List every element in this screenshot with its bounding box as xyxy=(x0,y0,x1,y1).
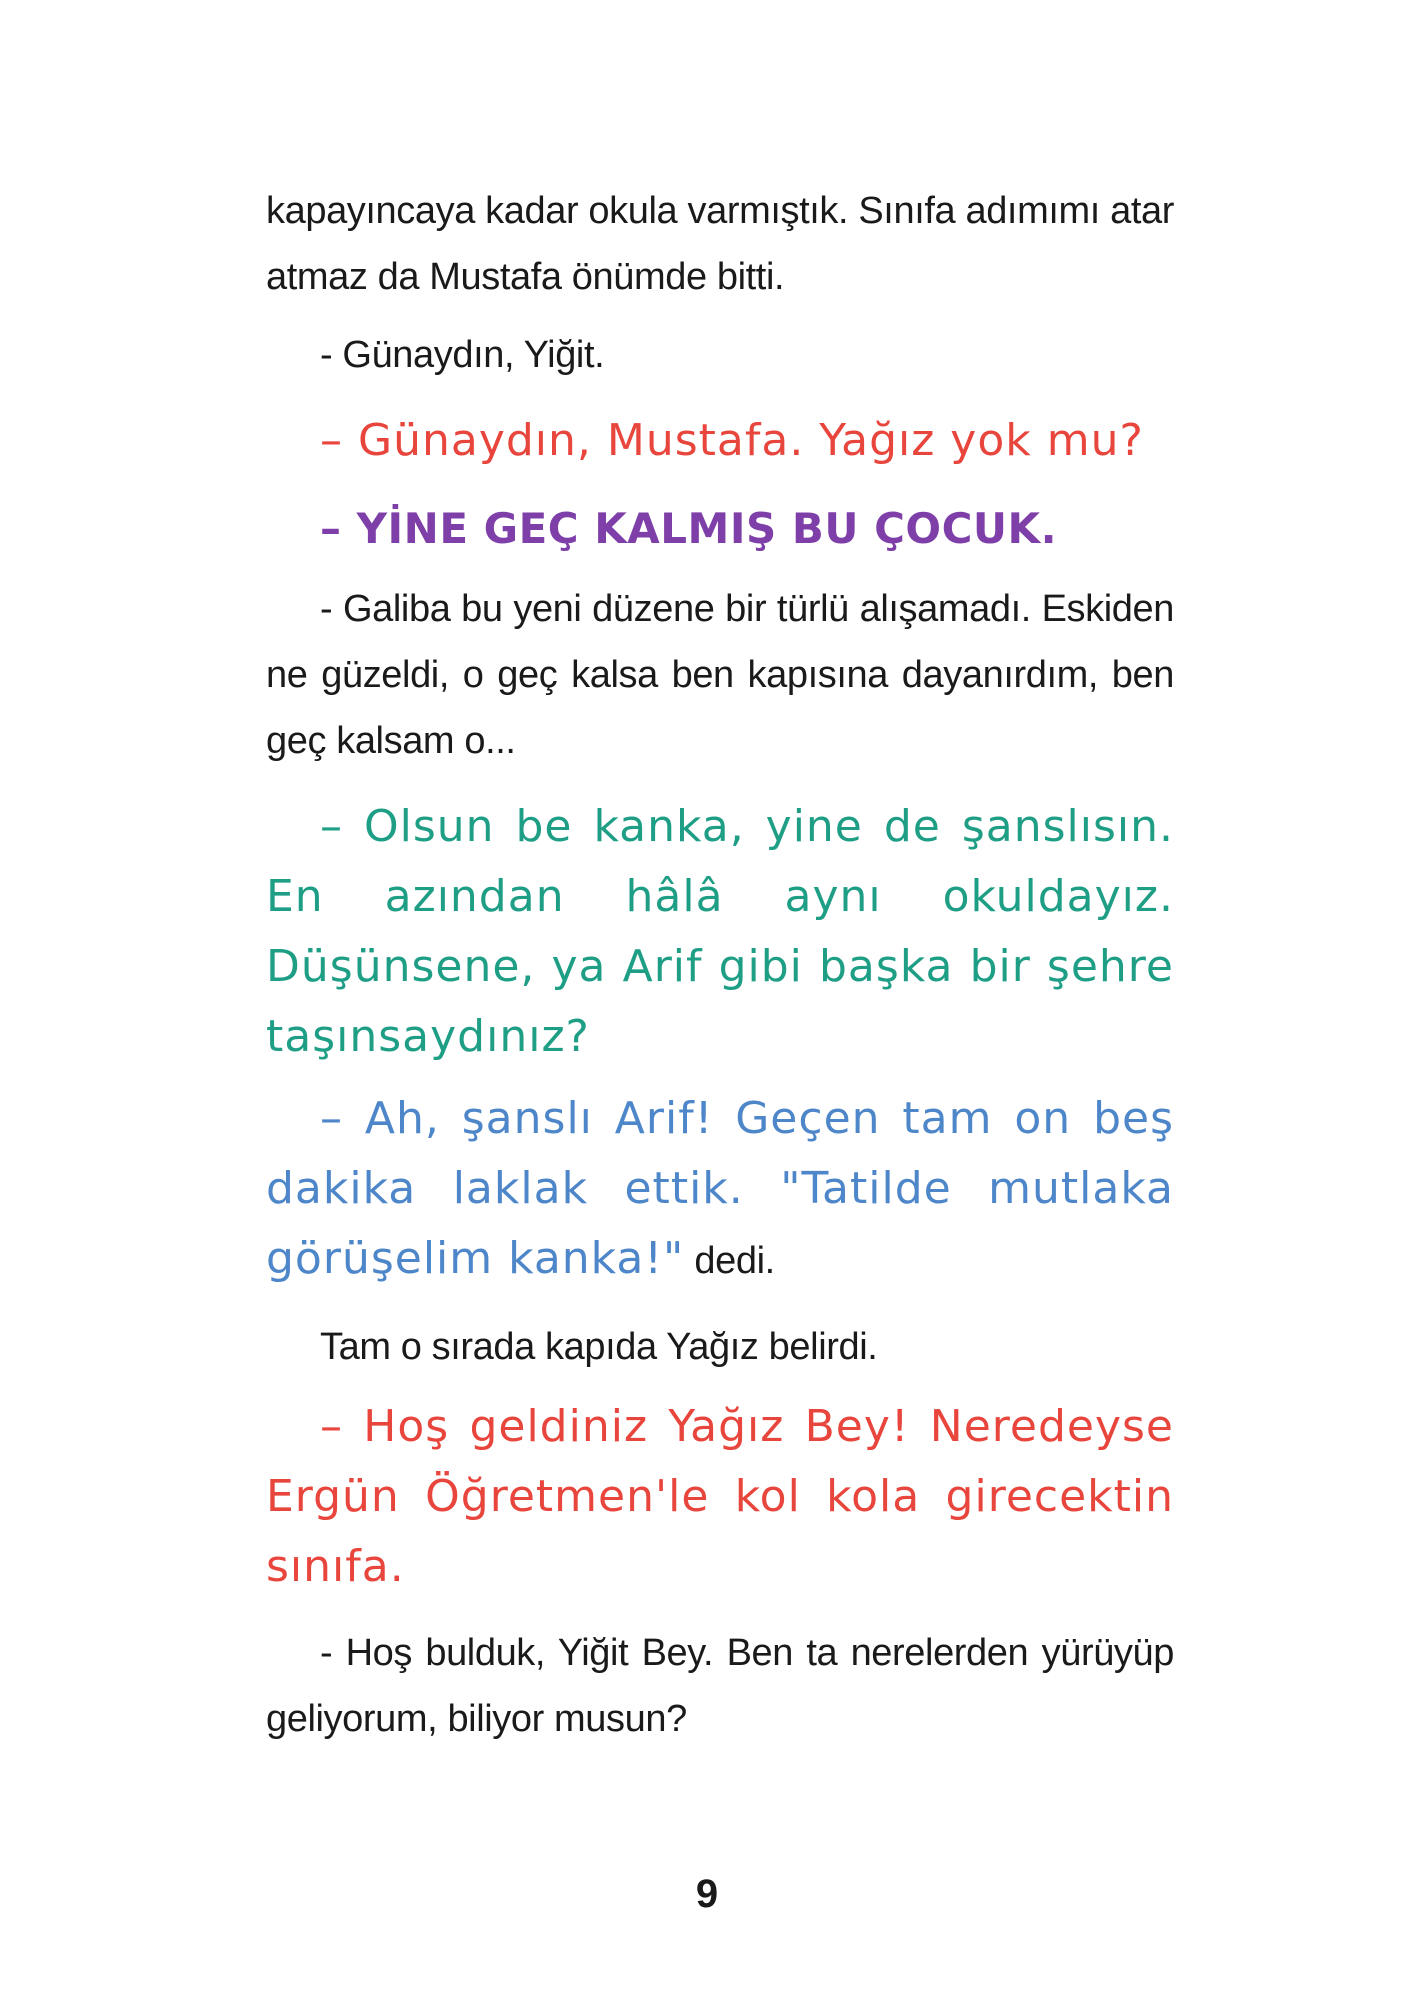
paragraph-narration-1: kapayıncaya kadar okula varmıştık. Sınıfa adımımı atar atmaz da Mustafa önümde bitti. xyxy=(266,190,1174,298)
dialogue-blue-text: – Ah, şanslı Arif! Geçen tam on beş dakika laklak ettik. "Tatilde mutlaka görüşelim kanka!" xyxy=(266,1093,1174,1284)
dialogue-blue-tail: dedi. xyxy=(684,1240,775,1282)
paragraph-dialogue-mustafa-2: - Galiba bu yeni düzene bir türlü alışamadı. Eskiden ne güzeldi, o geç kalsa ben kapısına dayanırdım, ben geç kalsam o... xyxy=(266,588,1174,762)
page-text xyxy=(266,178,1174,1752)
paragraph-dialogue-purple: – YİNE GEÇ KALMIŞ BU ÇOCUK. xyxy=(320,504,1058,553)
paragraph-dialogue-red-2: – Hoş geldiniz Yağız Bey! Neredeyse Ergün Öğretmen'le kol kola girecektin sınıfa. xyxy=(266,1401,1174,1592)
paragraph-dialogue-red-1: – Günaydın, Mustafa. Yağız yok mu? xyxy=(320,415,1144,466)
paragraph-dialogue-mustafa-1: - Günaydın, Yiğit. xyxy=(320,334,605,376)
paragraph-dialogue-blue xyxy=(266,1084,1174,1296)
paragraph-narration-2: Tam o sırada kapıda Yağız belirdi. xyxy=(320,1326,878,1368)
paragraph-dialogue-yagiz: - Hoş bulduk, Yiğit Bey. Ben ta nerelerden yürüyüp geliyorum, biliyor musun? xyxy=(266,1632,1174,1740)
paragraph-dialogue-teal: – Olsun be kanka, yine de şanslısın. En azından hâlâ aynı okuldayız. Düşünsene, ya Arif gibi başka bir şehre taşınsaydınız? xyxy=(266,801,1174,1062)
page-number: 9 xyxy=(695,1872,719,1916)
